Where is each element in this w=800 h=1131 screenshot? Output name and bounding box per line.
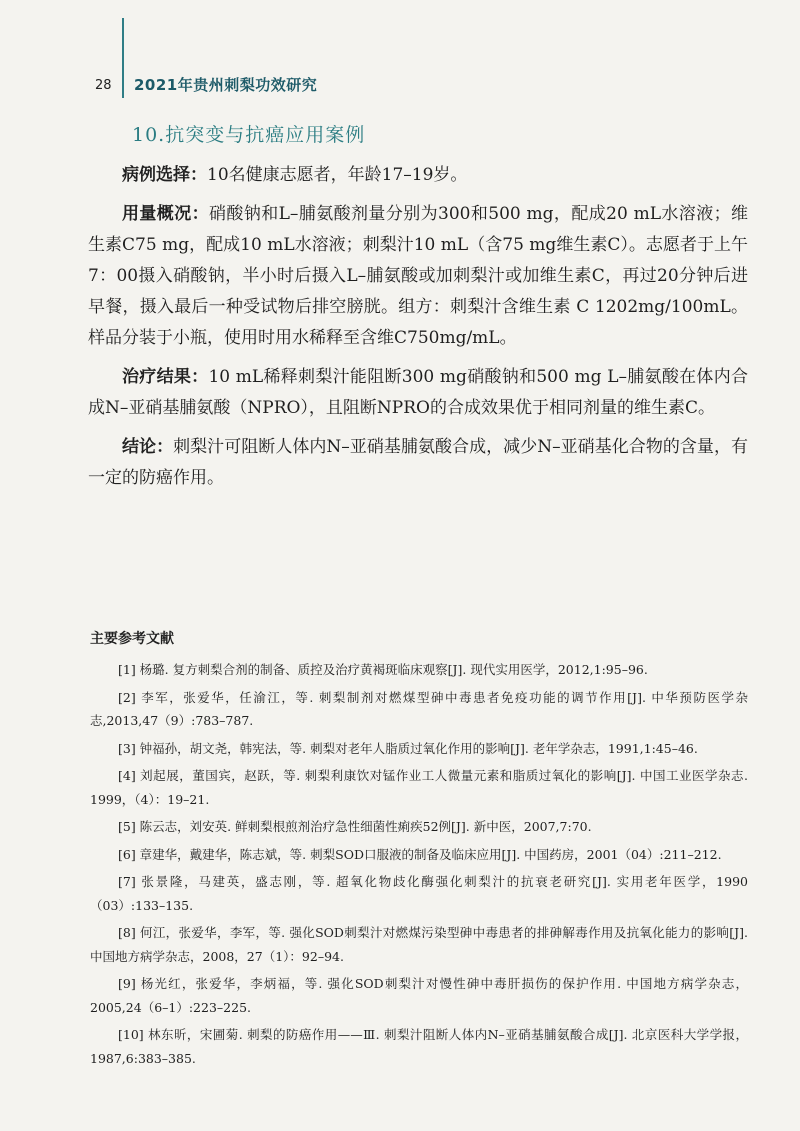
paragraph-label: 结论： (122, 437, 174, 457)
reference-item: [6] 章建华，戴建华，陈志斌，等. 刺梨SOD口服液的制备及临床应用[J]. 中国药房，2001（04）:211–212. (118, 846, 722, 862)
paragraph-label: 用量概况： (122, 204, 210, 224)
paragraph-case-selection (88, 160, 748, 191)
body-text (88, 160, 748, 502)
header-rule (122, 18, 124, 98)
paragraph-label: 病例选择： (122, 165, 207, 185)
paragraph-conclusion (88, 432, 748, 494)
references-list (90, 658, 748, 1074)
reference-item: [3] 钟福孙，胡文尧，韩宪法，等. 刺梨对老年人脂质过氧化作用的影响[J]. 老年学杂志，1991,1:45–46. (118, 740, 698, 756)
reference-item: [2] 李军，张爱华，任渝江，等. 刺梨制剂对燃煤型砷中毒患者免疫功能的调节作用[J]. 中华预防医学杂志,2013,47（9）:783–787. (90, 689, 748, 728)
paragraph-text: 10名健康志愿者，年龄17–19岁。 (207, 165, 468, 185)
running-title: 2021年贵州刺梨功效研究 (134, 76, 318, 94)
reference-item: [8] 何江，张爱华，李军，等. 强化SOD刺梨汁对燃煤污染型砷中毒患者的排砷解毒作用及抗氧化能力的影响[J]. 中国地方病学杂志，2008，27（1）：92–94. (90, 925, 748, 964)
references-title: 主要参考文献 (90, 631, 174, 647)
reference-item: [10] 林东昕，宋圃菊. 刺梨的防癌作用——Ⅲ. 刺梨汁阻断人体内N–亚硝基脯氨酸合成[J]. 北京医科大学学报，1987,6:383–385. (90, 1027, 748, 1066)
paragraph-results (88, 362, 748, 424)
reference-item: [9] 杨光红，张爱华，李炳福，等. 强化SOD刺梨汁对慢性砷中毒肝损伤的保护作用. 中国地方病学杂志，2005,24（6–1）:223–225. (90, 976, 748, 1015)
page-number: 28 (95, 78, 112, 93)
paragraph-label: 治疗结果： (122, 367, 209, 387)
reference-item: [1] 杨璐. 复方刺梨合剂的制备、质控及治疗黄褐斑临床观察[J]. 现代实用医学，2012,1:95–96. (118, 662, 648, 677)
reference-item: [4] 刘起展，董国宾，赵跃，等. 刺梨利康饮对锰作业工人微量元素和脂质过氧化的影响[J]. 中国工业医学杂志. 1999，（4）：19–21. (90, 768, 748, 807)
reference-item: [7] 张景隆，马建英，盛志刚，等. 超氧化物歧化酶强化刺梨汁的抗衰老研究[J]. 实用老年医学，1990（03）:133–135. (90, 874, 748, 913)
paragraph-text: 10 mL稀释刺梨汁能阻断300 mg硝酸钠和500 mg L–脯氨酸在体内合成N–亚硝基脯氨酸（NPRO），且阻断NPRO的合成效果优于相同剂量的维生素C。 (88, 367, 748, 418)
paragraph-text: 硝酸钠和L–脯氨酸剂量分别为300和500 mg，配成20 mL水溶液；维生素C75 mg，配成10 mL水溶液；刺梨汁10 mL（含75 mg维生素C）。志愿者于上午7：00摄入硝酸钠，半小时后摄入L–脯氨酸或加刺梨汁或加维生素C，再过20分钟后进早餐，摄入最后一种受试物后排空膀胱。组方：刺梨汁含维生素 C 1202mg/100mL。样品分装于小瓶，使用时用水稀释至含维C750mg/mL。 (88, 204, 748, 348)
section-heading: 10.抗突变与抗癌应用案例 (132, 124, 366, 146)
paragraph-dosage (88, 199, 748, 354)
reference-item: [5] 陈云志，刘安英. 鲜刺梨根煎剂治疗急性细菌性痢疾52例[J]. 新中医，2007,7:70. (118, 819, 592, 834)
paragraph-text: 刺梨汁可阻断人体内N–亚硝基脯氨酸合成，减少N–亚硝基化合物的含量，有一定的防癌作用。 (88, 437, 749, 488)
